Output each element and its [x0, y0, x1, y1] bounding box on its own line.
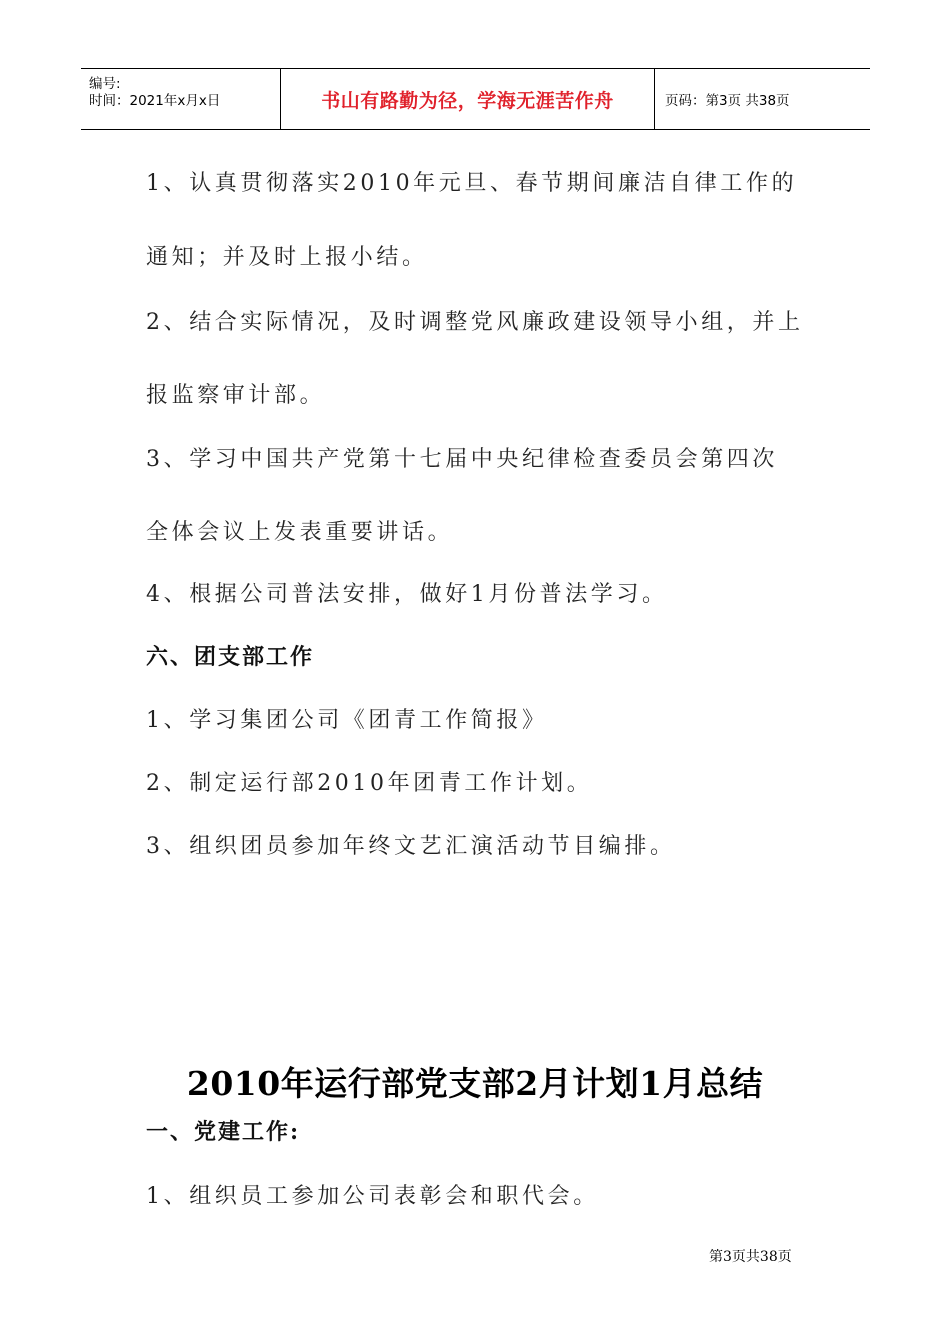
document-number-label: 编号: [89, 76, 121, 92]
section-heading: 一、党建工作: [146, 1119, 301, 1145]
list-item: 2、制定运行部2010年团青工作计划。 [146, 771, 593, 796]
header-motto-cell [281, 69, 655, 129]
list-item: 1、组织员工参加公司表彰会和职代会。 [146, 1184, 599, 1209]
list-item: 1、认真贯彻落实2010年元旦、春节期间廉洁自律工作的 [146, 171, 798, 196]
document-title: 2010年运行部党支部2月计划1月总结 [186, 1064, 764, 1103]
list-item: 3、组织团员参加年终文艺汇演活动节目编排。 [146, 834, 676, 859]
section-heading: 六、团支部工作 [146, 644, 315, 670]
header-page-cell [655, 69, 870, 129]
list-item: 1、学习集团公司《团青工作简报》 [146, 708, 548, 733]
list-item: 2、结合实际情况，及时调整党风廉政建设领导小组，并上 [146, 310, 804, 335]
header-motto: 书山有路勤为径，学海无涯苦作舟 [321, 89, 614, 112]
header-meta-cell [81, 69, 281, 129]
document-date-label: 时间：2021年x月x日 [89, 93, 221, 109]
list-item-continuation: 通知；并及时上报小结。 [146, 245, 428, 270]
list-item-continuation: 报监察审计部。 [146, 383, 326, 408]
list-item: 3、学习中国共产党第十七届中央纪律检查委员会第四次 [146, 447, 778, 472]
page-header [81, 68, 870, 130]
list-item: 4、根据公司普法安排，做好1月份普法学习。 [146, 582, 668, 607]
page-footer: 第3页共38页 [709, 1249, 792, 1265]
header-page-info: 页码：第3页 共38页 [665, 93, 790, 109]
list-item-continuation: 全体会议上发表重要讲话。 [146, 520, 454, 545]
